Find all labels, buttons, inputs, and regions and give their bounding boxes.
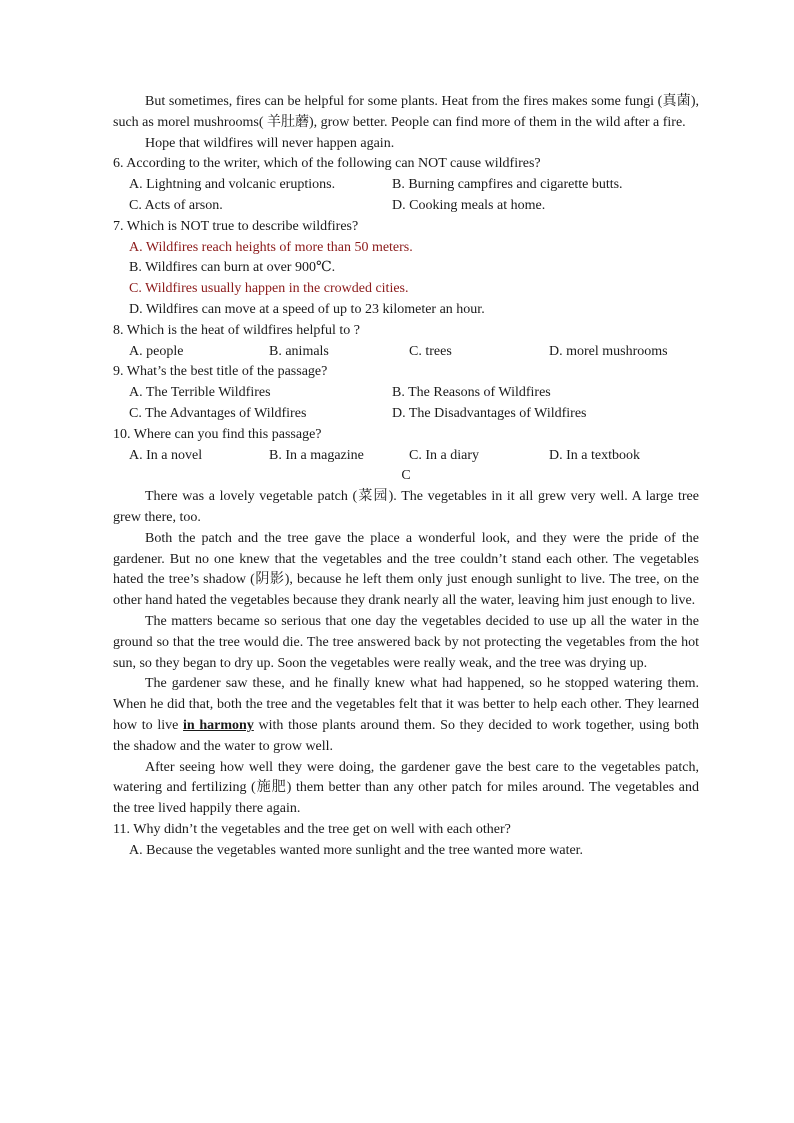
- question-7-option-c: C. Wildfires usually happen in the crowded cities.: [129, 281, 409, 297]
- passage-c-paragraph-4: [113, 674, 699, 757]
- question-10-option-a: A. In a novel: [129, 447, 203, 463]
- question-9-option-d: D. The Disadvantages of Wildfires: [392, 405, 587, 421]
- question-8-option-c: C. trees: [409, 343, 452, 359]
- question-9-option-b: B. The Reasons of Wildfires: [392, 385, 551, 401]
- passage-c-paragraph-4-before: The gardener saw these, and he finally knew what had happened, so he stopped watering them. When he did that, both the tree and the vegetables felt that it was better to help each other. They learned how to live: [113, 676, 699, 733]
- question-6-options-row-1: [113, 175, 699, 196]
- question-10-options-row: [113, 446, 699, 467]
- question-8-option-a: A. people: [129, 343, 184, 359]
- question-9-options-row-1: [113, 383, 699, 404]
- question-6-option-d: D. Cooking meals at home.: [392, 197, 546, 213]
- question-8-stem: 8. Which is the heat of wildfires helpful to ?: [113, 322, 361, 338]
- passage-c-heading: C: [401, 468, 411, 484]
- question-9-options-row-2: [113, 404, 699, 425]
- question-6-option-b: B. Burning campfires and cigarette butts.: [392, 177, 623, 193]
- question-8-option-d: D. morel mushrooms: [549, 343, 668, 359]
- question-10-stem: 10. Where can you find this passage?: [113, 426, 322, 442]
- question-9-option-a: A. The Terrible Wildfires: [129, 385, 271, 401]
- question-6-option-a: A. Lightning and volcanic eruptions.: [129, 177, 336, 193]
- question-7-option-d: D. Wildfires can move at a speed of up to 23 kilometer an hour.: [129, 301, 485, 317]
- passage-c-paragraph-1: There was a lovely vegetable patch (菜园). The vegetables in it all grew very well. A large tree grew there, too.: [113, 489, 699, 525]
- question-11-option-a: A. Because the vegetables wanted more sunlight and the tree wanted more water.: [129, 842, 584, 858]
- question-11-stem: 11. Why didn’t the vegetables and the tree get on well with each other?: [113, 821, 511, 837]
- question-9-stem: 9. What’s the best title of the passage?: [113, 364, 328, 380]
- question-10-option-d: D. In a textbook: [549, 447, 640, 463]
- question-7-option-a: A. Wildfires reach heights of more than 50 meters.: [129, 239, 413, 255]
- passage-c-paragraph-5: After seeing how well they were doing, the gardener gave the best care to the vegetables patch, watering and fertilizing (施肥) them better than any other patch for miles around. The vegetables and the tree lived happily there again.: [113, 759, 699, 817]
- passage-c-paragraph-3: The matters became so serious that one day the vegetables decided to use up all the water in the ground so that the tree would die. The tree answered back by not protecting the vegetables from the hot sun, so they began to dry up. Soon the vegetables were really weak, and the tree was drying up.: [113, 613, 699, 671]
- question-9-option-c: C. The Advantages of Wildfires: [129, 405, 307, 421]
- question-8-option-b: B. animals: [269, 343, 329, 359]
- question-7-option-b: B. Wildfires can burn at over 900℃.: [129, 260, 336, 276]
- document-content: [113, 92, 699, 861]
- in-harmony-highlight: in harmony: [183, 717, 254, 733]
- passage-b-paragraph-fire-helpful: But sometimes, fires can be helpful for some plants. Heat from the fires makes some fungi (真菌), such as morel mushrooms( 羊肚蘑), grow better. People can find more of them in the wild after a fire.: [113, 94, 699, 130]
- passage-b-paragraph-hope: Hope that wildfires will never happen again.: [145, 135, 395, 151]
- question-7-stem: 7. Which is NOT true to describe wildfires?: [113, 218, 359, 234]
- passage-c-paragraph-2: Both the patch and the tree gave the place a wonderful look, and they were the pride of the gardener. But no one knew that the vegetables and the tree couldn’t stand each other. The vegetables hated the tree’s shadow (阴影), because he left them only just enough sunlight to live. The tree, on the other hand hated the vegetables because they drank nearly all the water, leaving him just enough to live.: [113, 530, 699, 609]
- question-6-stem: 6. According to the writer, which of the following can NOT cause wildfires?: [113, 156, 541, 172]
- question-10-option-b: B. In a magazine: [269, 447, 364, 463]
- question-8-options-row: [113, 342, 699, 363]
- question-10-option-c: C. In a diary: [409, 447, 479, 463]
- passage-c-paragraph-4-after: with those plants around them. So they decided to work together, using both the shadow and the water to grow well.: [113, 717, 700, 754]
- question-6-option-c: C. Acts of arson.: [129, 197, 223, 213]
- question-6-options-row-2: [113, 196, 699, 217]
